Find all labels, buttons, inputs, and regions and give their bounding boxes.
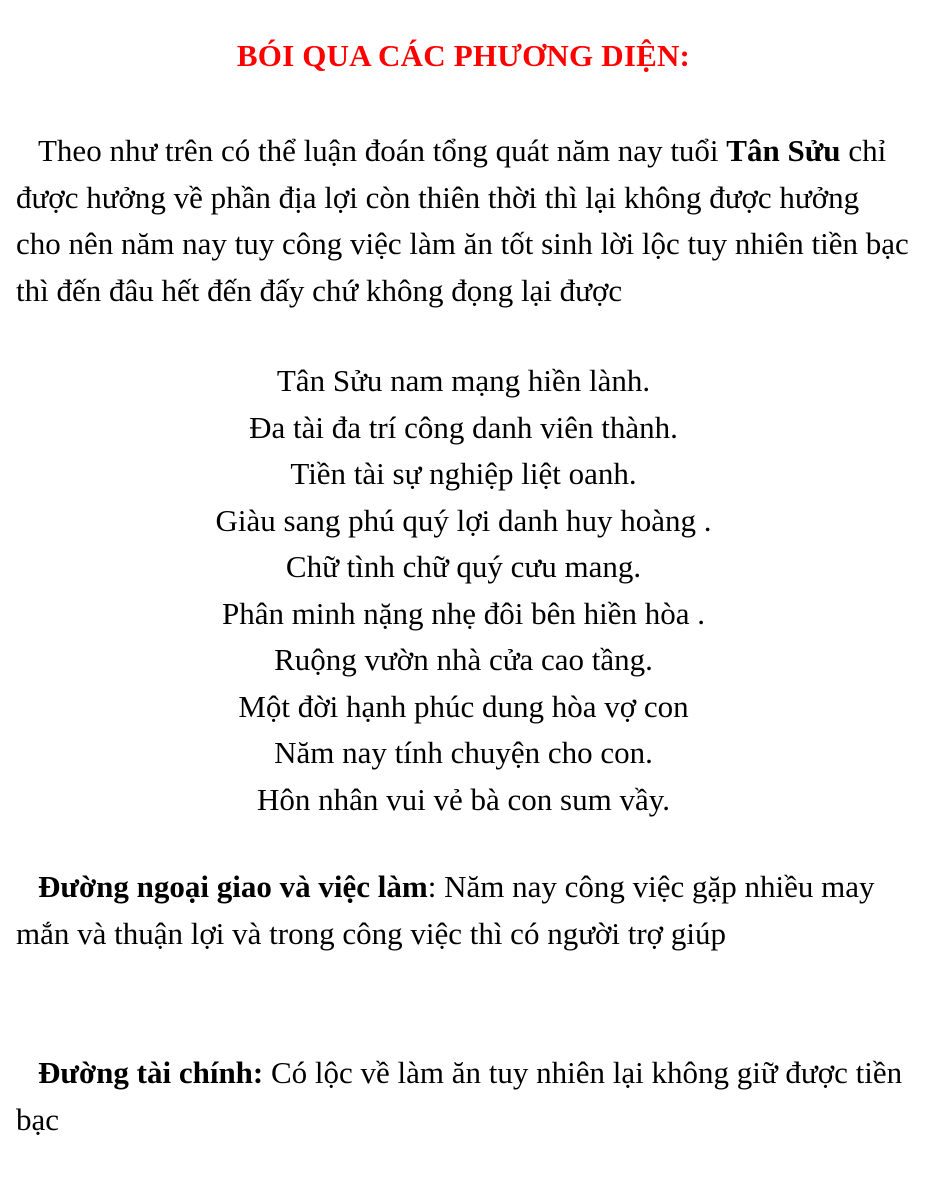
- poem-line: Giàu sang phú quý lợi danh huy hoàng .: [215, 502, 712, 538]
- career-colon: :: [427, 869, 437, 904]
- poem-line: Chữ tình chữ quý cưu mang.: [285, 549, 642, 584]
- intro-bold-name: Tân Sửu: [726, 133, 841, 168]
- finance-text: Có lộc về làm ăn tuy nhiên lại không giữ được tiền bạc: [16, 1055, 903, 1137]
- poem: [0, 358, 927, 823]
- poem-line: Tiền tài sự nghiệp liệt oanh.: [290, 456, 637, 491]
- poem-line: Đa tài đa trí công danh viên thành.: [249, 409, 678, 445]
- poem-line: Năm nay tính chuyện cho con.: [274, 735, 653, 770]
- career-paragraph: [16, 864, 911, 957]
- poem-line: Phân minh nặng nhẹ đôi bên hiền hòa .: [222, 595, 705, 631]
- intro-text-end: chỉ được hưởng về phần địa lợi còn thiên thời thì lại không được hưởng cho nên năm nay tuy công việc làm ăn tốt sinh lời lộc tuy nhiên tiền bạc thì đến đâu hết đến đấy chứ không đọng lại được: [16, 133, 909, 308]
- poem-line: Một đời hạnh phúc dung hòa vợ con: [238, 688, 689, 724]
- poem-line: Ruộng vườn nhà cửa cao tầng.: [274, 642, 653, 677]
- page-title: BÓI QUA CÁC PHƯƠNG DIỆN:: [236, 38, 691, 73]
- poem-line: Hôn nhân vui vẻ bà con sum vầy.: [257, 781, 670, 817]
- intro-text-start: Theo như trên có thể luận đoán tổng quát năm nay tuổi: [38, 133, 727, 168]
- intro-paragraph: [16, 128, 911, 314]
- finance-label: Đường tài chính:: [38, 1055, 264, 1090]
- career-label: Đường ngoại giao và việc làm: [38, 869, 428, 904]
- finance-paragraph: [16, 1050, 911, 1143]
- career-text: Năm nay công việc gặp nhiều may mắn và thuận lợi và trong công việc thì có người trợ giúp: [16, 869, 875, 951]
- poem-line: Tân Sửu nam mạng hiền lành.: [276, 363, 651, 398]
